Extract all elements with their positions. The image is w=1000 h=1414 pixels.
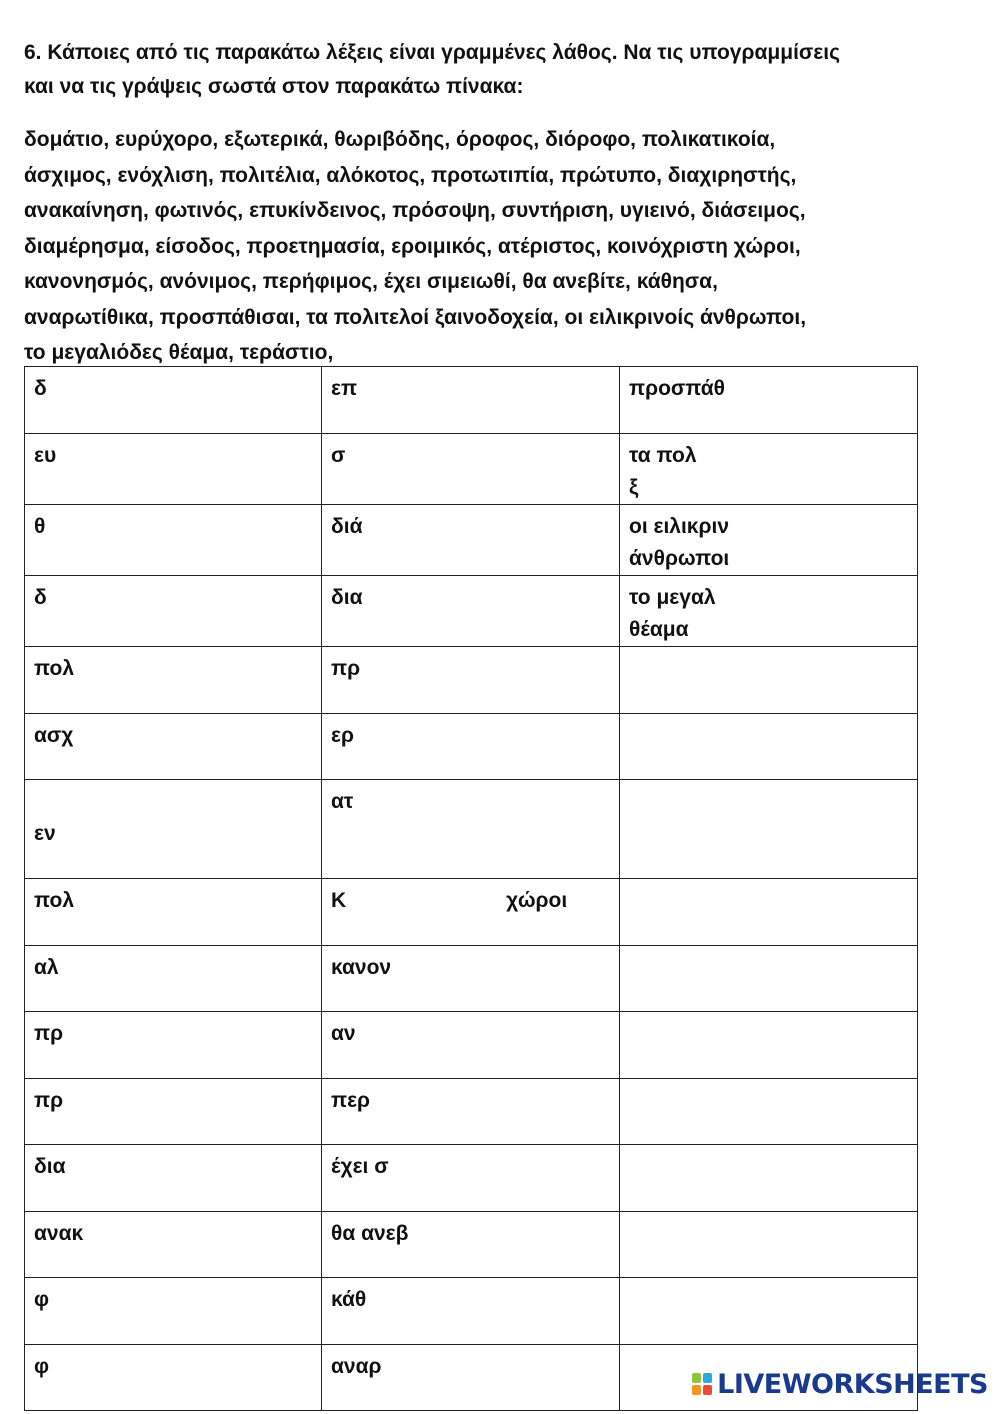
word-list-line: ανακαίνηση, φωτινός, επυκίνδεινος, πρόσοψη, συντήριση, υγιεινό, διάσειμος, [24,199,806,222]
word-list-line: αναρωτίθικα, προσπάθισαι, τα πολιτελοί ξαινοδοχεία, οι ειλικρινοίς άνθρωποι, [24,305,807,329]
answer-cell[interactable]: περ [322,1079,620,1145]
liveworksheets-logo-icon [692,1373,714,1397]
answer-cell[interactable]: πρ [25,1012,322,1079]
table-row [25,434,918,505]
instruction-line-1: 6. Κάποιες από τις παρακάτω λέξεις είναι γραμμένες λάθος. Να τις υπογραμμίσεις [24,41,841,64]
answer-cell[interactable]: προσπάθ [620,367,918,434]
answer-cell[interactable]: εν [25,780,322,879]
answer-cell[interactable]: δια [322,576,620,647]
answer-cell[interactable]: φ [25,1345,322,1411]
answer-cell[interactable]: δ [25,576,322,647]
word-list-line: διαμέρησμα, είσοδος, προετημασία, εροιμικός, ατέριστος, κοινόχριστη χώροι, [24,234,801,258]
table-row [25,1212,918,1278]
answer-cell[interactable]: πολ [25,879,322,946]
table-row [25,1278,918,1345]
word-list-line: κανονησμός, ανόνιμος, περήφιμος, έχει σιμειωθί, θα ανεβίτε, κάθησα, [24,270,718,293]
answer-cell[interactable] [620,714,918,780]
answer-cell[interactable]: αν [322,1012,620,1079]
answer-cell[interactable]: ερ [322,714,620,780]
answer-cell[interactable]: ασχ [25,714,322,780]
table-row [25,879,918,946]
answer-cell[interactable]: σ [322,434,620,505]
table-row [25,367,918,434]
answer-cell[interactable]: πρ [322,647,620,714]
answer-cell[interactable]: πρ [25,1079,322,1145]
answer-cell[interactable]: αλ [25,946,322,1012]
answer-cell[interactable]: πολ [25,647,322,714]
answer-cell[interactable]: θα ανεβ [322,1212,620,1278]
answer-cell[interactable]: φ [25,1278,322,1345]
table-row [25,1079,918,1145]
answer-cell[interactable] [620,879,918,946]
word-list-line: δομάτιο, ευρύχορο, εξωτερικά, θωριβόδης, όροφος, διόροφο, πολικατικοία, [24,128,776,151]
answer-cell[interactable] [620,1079,918,1145]
table-row [25,714,918,780]
table-row [25,1012,918,1079]
answer-cell[interactable]: το μεγαλ θέαμα [620,576,918,647]
instruction-line-2: και να τις γράψεις σωστά στον παρακάτω πίνακα: [24,75,524,98]
answer-cell[interactable]: τα πολ ξ [620,434,918,505]
answer-cell[interactable]: θ [25,505,322,576]
word-list-line: το μεγαλιόδες θέαμα, τεράστιο, [24,341,334,364]
word-list-line: άσχιμος, ενόχλιση, πολιτέλια, αλόκοτος, προτωτιπία, πρώτυπο, διαχιρηστής, [24,163,797,187]
table-row [25,576,918,647]
answer-cell[interactable] [620,1145,918,1212]
answer-table [24,366,918,1411]
answer-cell[interactable] [620,1278,918,1345]
table-row [25,505,918,576]
table-row [25,647,918,714]
answer-cell[interactable] [620,647,918,714]
table-row [25,946,918,1012]
word-list [24,122,974,371]
answer-cell[interactable]: διά [322,505,620,576]
answer-cell[interactable]: επ [322,367,620,434]
table-row [25,1145,918,1212]
answer-cell[interactable]: ανακ [25,1212,322,1278]
answer-cell[interactable]: αναρ [322,1345,620,1411]
answer-cell[interactable]: οι ειλικριν άνθρωποι [620,505,918,576]
table-row [25,780,918,879]
answer-cell[interactable] [620,1212,918,1278]
answer-cell[interactable]: κάθ [322,1278,620,1345]
answer-cell[interactable] [620,946,918,1012]
answer-cell[interactable] [620,1012,918,1079]
answer-cell[interactable] [620,780,918,879]
answer-cell[interactable]: δια [25,1145,322,1212]
answer-cell[interactable]: ατ [322,780,620,879]
answer-cell[interactable]: ευ [25,434,322,505]
exercise-instruction [24,36,974,104]
answer-cell[interactable]: Κ χώροι [322,879,620,946]
liveworksheets-logo [692,1369,988,1400]
answer-cell[interactable]: έχει σ [322,1145,620,1212]
answer-cell[interactable]: δ [25,367,322,434]
answer-cell[interactable]: κανον [322,946,620,1012]
logo-text: LIVEWORKSHEETS [717,1369,988,1400]
